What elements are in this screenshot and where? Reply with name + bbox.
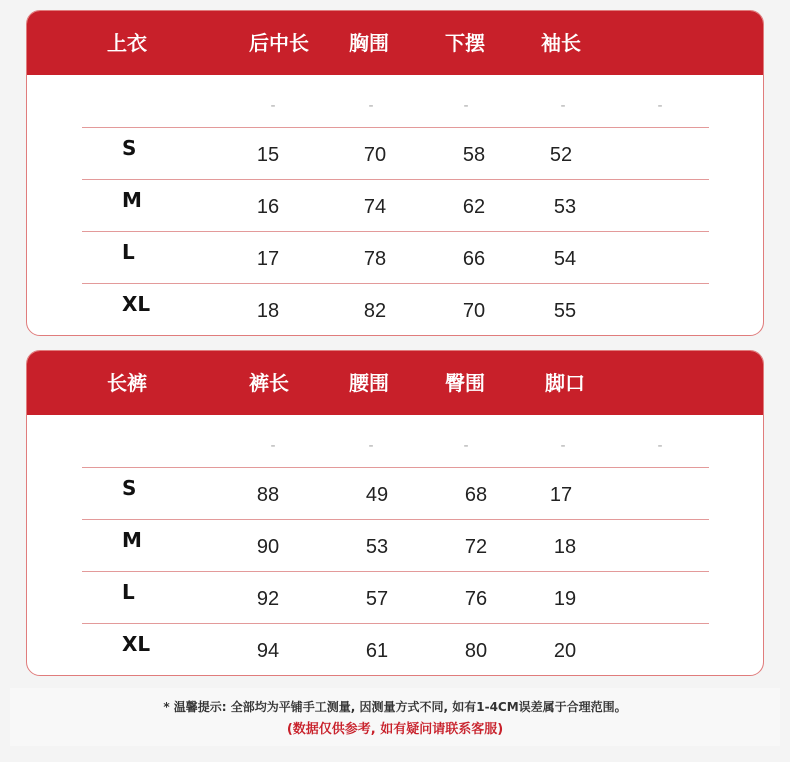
table-row <box>82 231 709 283</box>
size-label: XL <box>122 632 151 656</box>
table-row <box>82 467 709 519</box>
table-row <box>82 127 709 179</box>
measurement-cell: 52 <box>549 144 573 166</box>
measurement-cell: 94 <box>256 640 280 662</box>
tops-table-header <box>27 11 763 75</box>
placeholder-dash: - <box>463 438 469 454</box>
measurement-cell: 76 <box>464 588 488 610</box>
table-row <box>82 179 709 231</box>
tops-placeholder-row <box>27 91 763 121</box>
measurement-cell: 74 <box>363 196 387 218</box>
size-label: L <box>122 580 135 604</box>
size-label: M <box>122 528 142 552</box>
measurement-cell: 16 <box>256 196 280 218</box>
pants-placeholder-row <box>27 431 763 461</box>
placeholder-dash: - <box>560 438 566 454</box>
tops-header-hem: 下摆 <box>445 31 485 55</box>
measurement-cell: 54 <box>553 248 577 270</box>
measurement-cell: 49 <box>365 484 389 506</box>
measurement-cell: 15 <box>256 144 280 166</box>
measurement-cell: 53 <box>553 196 577 218</box>
tops-header-sleeve: 袖长 <box>541 31 581 55</box>
table-row <box>82 519 709 571</box>
pants-header-waist: 腰围 <box>349 371 389 395</box>
table-row <box>82 623 709 675</box>
measurement-cell: 17 <box>549 484 573 506</box>
pants-table-header <box>27 351 763 415</box>
measurement-cell: 61 <box>365 640 389 662</box>
measurement-cell: 92 <box>256 588 280 610</box>
size-label: S <box>122 136 137 160</box>
measurement-cell: 18 <box>553 536 577 558</box>
measurement-cell: 20 <box>553 640 577 662</box>
measurement-cell: 18 <box>256 300 280 322</box>
placeholder-dash: - <box>270 98 276 114</box>
pants-header-category: 长裤 <box>107 371 147 395</box>
placeholder-dash: - <box>657 438 663 454</box>
pants-header-leg-opening: 脚口 <box>545 371 585 395</box>
tops-header-category: 上衣 <box>107 31 147 55</box>
tops-size-table <box>26 10 764 336</box>
pants-header-hip: 臀围 <box>445 371 485 395</box>
size-label: XL <box>122 292 151 316</box>
tops-header-chest: 胸围 <box>349 31 389 55</box>
pants-header-length: 裤长 <box>249 371 289 395</box>
measurement-cell: 78 <box>363 248 387 270</box>
measurement-tip: * 温馨提示: 全部均为平铺手工测量, 因测量方式不同, 如有1-4CM误差属于合理范围。 <box>163 700 627 714</box>
measurement-cell: 72 <box>464 536 488 558</box>
measurement-cell: 70 <box>462 300 486 322</box>
measurement-cell: 62 <box>462 196 486 218</box>
placeholder-dash: - <box>657 98 663 114</box>
measurement-cell: 17 <box>256 248 280 270</box>
size-label: S <box>122 476 137 500</box>
measurement-cell: 80 <box>464 640 488 662</box>
size-label: M <box>122 188 142 212</box>
measurement-cell: 90 <box>256 536 280 558</box>
pants-size-table <box>26 350 764 676</box>
placeholder-dash: - <box>560 98 566 114</box>
table-row <box>82 283 709 335</box>
measurement-cell: 55 <box>553 300 577 322</box>
reference-disclaimer: (数据仅供参考, 如有疑问请联系客服) <box>286 722 504 737</box>
tops-header-back-length: 后中长 <box>249 31 309 55</box>
measurement-cell: 19 <box>553 588 577 610</box>
measurement-cell: 88 <box>256 484 280 506</box>
placeholder-dash: - <box>463 98 469 114</box>
measurement-cell: 53 <box>365 536 389 558</box>
placeholder-dash: - <box>270 438 276 454</box>
measurement-cell: 66 <box>462 248 486 270</box>
measurement-cell: 82 <box>363 300 387 322</box>
measurement-cell: 70 <box>363 144 387 166</box>
measurement-cell: 68 <box>464 484 488 506</box>
placeholder-dash: - <box>368 98 374 114</box>
size-label: L <box>122 240 135 264</box>
notes-panel <box>10 688 780 746</box>
placeholder-dash: - <box>368 438 374 454</box>
measurement-cell: 58 <box>462 144 486 166</box>
measurement-cell: 57 <box>365 588 389 610</box>
table-row <box>82 571 709 623</box>
